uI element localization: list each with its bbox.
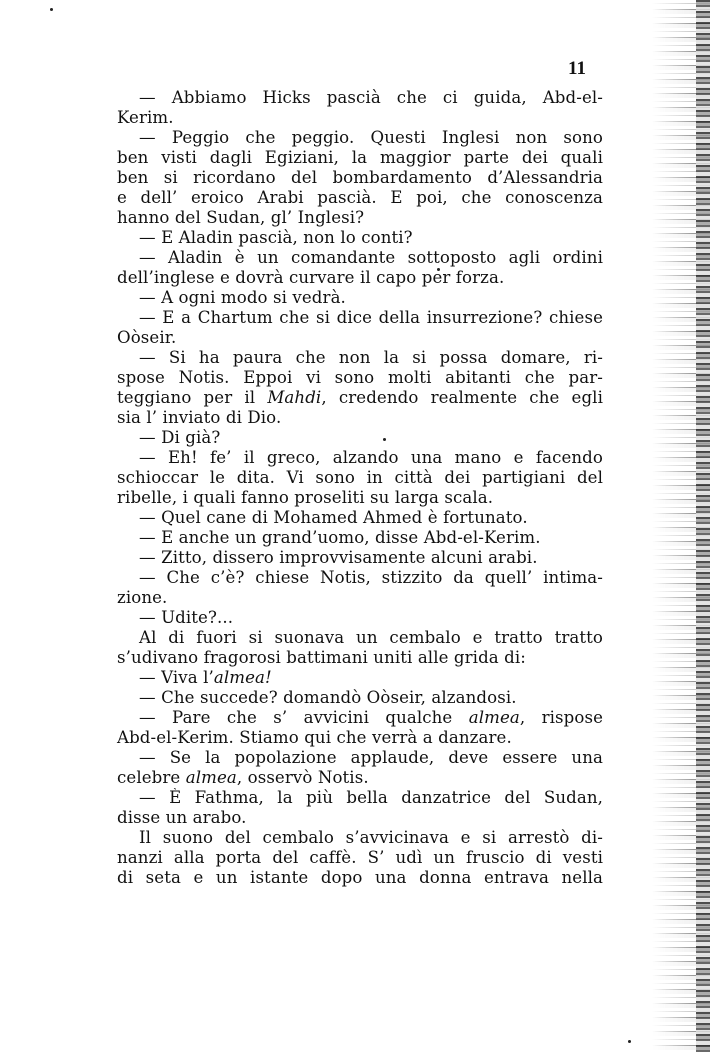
text-line (117, 488, 603, 508)
text-segment: — E anche un grand’uomo, disse Abd-el-Kerim. (139, 528, 541, 547)
text-segment: celebre (117, 768, 186, 787)
text-segment: di seta e un istante dopo una donna entrava nella (117, 868, 603, 887)
text-line (117, 748, 603, 768)
text-line (117, 848, 603, 868)
text-line (117, 128, 603, 148)
text-line (117, 548, 603, 568)
text-line (117, 588, 603, 608)
italic-term: almea! (213, 668, 272, 687)
text-line (117, 608, 603, 628)
text-segment: — Udite?... (139, 608, 234, 627)
body-text (117, 88, 603, 888)
text-line (117, 88, 603, 108)
text-line (117, 168, 603, 188)
text-segment: , credendo realmente che egli (321, 388, 603, 407)
text-line (117, 808, 603, 828)
text-segment: spose Notis. Eppoi vi sono molti abitanti che par- (117, 368, 603, 387)
text-segment: teggiano per il (117, 388, 268, 407)
text-line (117, 148, 603, 168)
text-segment: — Se la popolazione applaude, deve essere una (139, 748, 603, 767)
text-line (117, 508, 603, 528)
text-segment: — Quel cane di Mohamed Ahmed è fortunato. (139, 508, 528, 527)
text-segment: disse un arabo. (117, 808, 247, 827)
text-line (117, 408, 603, 428)
text-segment: Al di fuori si suonava un cembalo e tratto tratto (139, 628, 603, 647)
text-segment: ribelle, i quali fanno proseliti su larga scala. (117, 488, 494, 507)
text-line (117, 308, 603, 328)
text-segment: — Viva l’ (139, 668, 214, 687)
text-line (117, 188, 603, 208)
text-segment: e dell’ eroico Arabi pascià. E poi, che conoscenza (117, 188, 603, 207)
text-line (117, 468, 603, 488)
text-line (117, 288, 603, 308)
text-line (117, 628, 603, 648)
text-line (117, 248, 603, 268)
text-segment: — Abbiamo Hicks pascià che ci guida, Abd-el- (139, 88, 603, 107)
text-segment: Oòseir. (117, 328, 177, 347)
text-line (117, 108, 603, 128)
text-segment: — Zitto, dissero improvvisamente alcuni arabi. (139, 548, 538, 567)
text-segment: Abd-el-Kerim. Stiamo qui che verrà a danzare. (117, 728, 512, 747)
text-line (117, 388, 603, 408)
text-segment: zione. (117, 588, 168, 607)
text-line (117, 788, 603, 808)
text-segment: — Peggio che peggio. Questi Inglesi non sono (139, 128, 603, 147)
scan-speck (628, 1040, 631, 1043)
text-line (117, 688, 603, 708)
text-segment: — Che c’è? chiese Notis, stizzito da quell’ intima- (139, 568, 603, 587)
text-segment: — E Aladin pascià, non lo conti? (139, 228, 413, 247)
text-line (117, 728, 603, 748)
text-segment: , rispose (519, 708, 603, 727)
italic-term: almea (468, 708, 520, 727)
text-segment: — Si ha paura che non la si possa domare, ri- (139, 348, 603, 367)
text-segment: dell’inglese e dovrà curvare il capo per forza. (117, 268, 505, 287)
text-segment: Il suono del cembalo s’avvicinava e si arrestò di- (139, 828, 603, 847)
text-segment: nanzi alla porta del caffè. S’ udì un fruscio di vesti (117, 848, 603, 867)
text-segment: — Di già? (139, 428, 221, 447)
text-line (117, 448, 603, 468)
page-number: 11 (568, 58, 586, 79)
text-line (117, 768, 603, 788)
text-line (117, 528, 603, 548)
text-segment: ben si ricordano del bombardamento d’Alessandria (117, 168, 603, 187)
text-segment: sia l’ inviato di Dio. (117, 408, 282, 427)
text-segment: — Pare che s’ avvicini qualche (139, 708, 469, 727)
text-line (117, 668, 603, 688)
text-line (117, 328, 603, 348)
text-segment: — Che succede? domandò Oòseir, alzandosi. (139, 688, 517, 707)
text-line (117, 868, 603, 888)
text-segment: — A ogni modo si vedrà. (139, 288, 346, 307)
text-line (117, 348, 603, 368)
text-segment: — Aladin è un comandante sottoposto agli ordini (139, 248, 603, 267)
text-line (117, 708, 603, 728)
text-line (117, 828, 603, 848)
text-line (117, 648, 603, 668)
italic-term: Mahdi (267, 388, 322, 407)
text-line (117, 208, 603, 228)
text-line (117, 228, 603, 248)
text-segment: — E a Chartum che si dice della insurrezione? chiese (139, 308, 603, 327)
text-segment: hanno del Sudan, gl’ Inglesi? (117, 208, 365, 227)
text-line (117, 428, 603, 448)
text-line (117, 368, 603, 388)
text-segment: ben visti dagli Egiziani, la maggior parte dei quali (117, 148, 603, 167)
text-segment: s’udivano fragorosi battimani uniti alle grida di: (117, 648, 526, 667)
text-segment: Kerim. (117, 108, 174, 127)
italic-term: almea (185, 768, 237, 787)
text-segment: — È Fathma, la più bella danzatrice del Sudan, (139, 788, 603, 807)
scan-speck (50, 8, 53, 11)
text-segment: — Eh! fe’ il greco, alzando una mano e facendo (139, 448, 603, 467)
text-line (117, 268, 603, 288)
text-segment: , osservò Notis. (236, 768, 369, 787)
text-line (117, 568, 603, 588)
scanned-page-edge-dark (696, 0, 710, 1052)
text-segment: schioccar le dita. Vi sono in città dei partigiani del (117, 468, 603, 487)
